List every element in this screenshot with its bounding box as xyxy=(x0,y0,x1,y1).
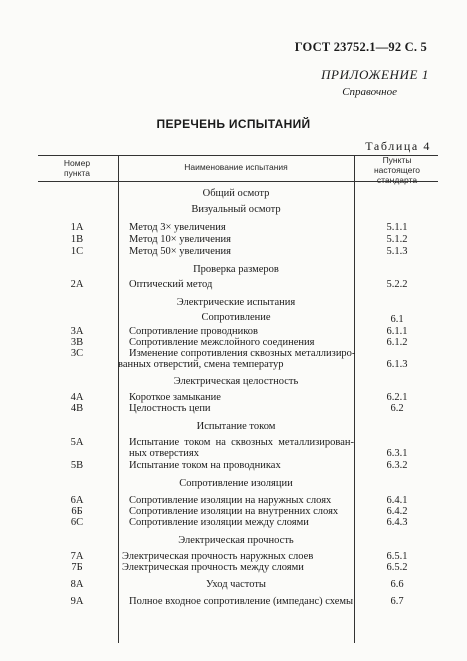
section-heading: Испытание током xyxy=(196,421,276,432)
page-header: ГОСТ 23752.1—92 С. 5 xyxy=(294,40,427,54)
section-heading: Сопротивление изоляции xyxy=(179,478,293,489)
appendix-title: ПРИЛОЖЕНИЕ 1 xyxy=(321,67,429,82)
section-heading: Визуальный осмотр xyxy=(191,204,281,215)
section-heading: Электрические испытания xyxy=(176,297,296,308)
section-heading: Уход частоты xyxy=(206,579,266,590)
column-header-name: Наименование испытания xyxy=(184,162,288,172)
table-body: Общий осмотр Визуальный осмотр 1А Метод 3× увеличения 5.1.1 1В Метод 10× увеличения 5.1.2 1С Метод 50× увеличения 5.1.3 Проверка размеров 2А Оптический метод 5.2.2 Электрические испытания Сопротивление 6.1 3А Сопротивление проводников 6.1.1 3В Сопротивление межслойного соединения 6.1.2 3С Изменение сопротивления сквозных металлизиро- ванных отверстий, смена температур 6.1.3 Электрическая целостность 4А Короткое замыкание 6.2.1 4В Целостность цепи 6.2 Испытание током 5А Испытание током на сквозных металлизирован- ных отверстиях 6.3.1 5В Испытание током на проводниках 6.3.2 Сопротивление изоляции 6А Сопротивление изоляции на наружных слоях 6.4.1 6Б Сопротивление изоляции на внутренних слоях 6.4.2 6С Сопротивление изоляции между слоями 6.4.3 Электрическая прочность 7А Электрическая прочность наружных слоев 6.5.1 7Б Электрическая прочность между слоями 6.5.2 8А Уход частоты 6.6 9А Полное входное сопротивление (импеданс) схемы 6.7 xyxy=(38,155,438,643)
document-title: ПЕРЕЧЕНЬ ИСПЫТАНИЙ xyxy=(156,117,311,131)
column-header-clause: Пункты настоящего стандарта xyxy=(373,155,421,185)
section-heading: Электрическая прочность xyxy=(178,535,294,546)
section-heading: Сопротивление xyxy=(201,312,271,323)
appendix-subtitle: Справочное xyxy=(342,86,397,98)
section-heading: Проверка размеров xyxy=(193,264,279,275)
table-label: Таблица 4 xyxy=(365,139,431,153)
column-header-number: Номер пункта xyxy=(63,158,91,178)
tests-table xyxy=(38,155,438,643)
section-heading: Электрическая целостность xyxy=(173,376,299,387)
section-heading: Общий осмотр xyxy=(202,188,270,199)
section-clause: 6.1 xyxy=(390,314,404,325)
